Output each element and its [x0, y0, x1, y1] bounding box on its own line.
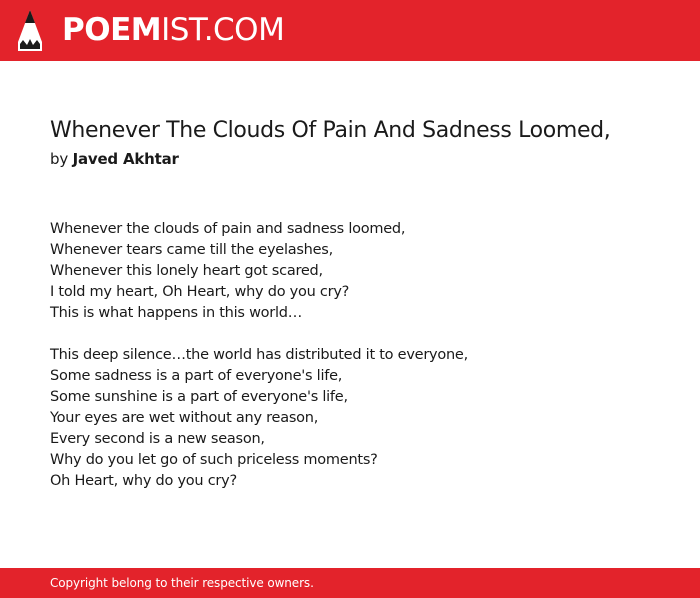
- byline: [50, 148, 179, 170]
- poem-line: Whenever tears came till the eyelashes,: [50, 242, 333, 258]
- site-logo[interactable]: [62, 12, 284, 48]
- poem-body: [50, 219, 670, 513]
- stanza: [50, 345, 670, 492]
- poem-line: This is what happens in this world…: [50, 305, 302, 321]
- poem-line: Some sunshine is a part of everyone's life,: [50, 389, 348, 405]
- byline-prefix: by: [50, 150, 68, 168]
- stanza: [50, 219, 670, 324]
- logo-light-text: IST.COM: [161, 12, 285, 48]
- poem-line: Whenever this lonely heart got scared,: [50, 263, 323, 279]
- poem-line: Your eyes are wet without any reason,: [50, 410, 319, 426]
- poem-line: Oh Heart, why do you cry?: [50, 473, 237, 489]
- author-name: Javed Akhtar: [72, 150, 179, 168]
- poem-line: Whenever the clouds of pain and sadness loomed,: [50, 221, 406, 237]
- poem-line: I told my heart, Oh Heart, why do you cry?: [50, 284, 350, 300]
- poem-title: Whenever The Clouds Of Pain And Sadness Loomed,: [50, 118, 611, 143]
- logo-bold-text: POEM: [62, 12, 162, 48]
- pencil-mark-icon[interactable]: [17, 9, 43, 52]
- site-header: [0, 0, 700, 61]
- poem-line: Every second is a new season,: [50, 431, 265, 447]
- site-footer: [0, 568, 700, 598]
- poem-line: This deep silence…the world has distributed it to everyone,: [50, 347, 468, 363]
- poem-line: Some sadness is a part of everyone's life,: [50, 368, 343, 384]
- poem-line: Why do you let go of such priceless moments?: [50, 452, 378, 468]
- copyright-text: Copyright belong to their respective owners.: [50, 576, 314, 590]
